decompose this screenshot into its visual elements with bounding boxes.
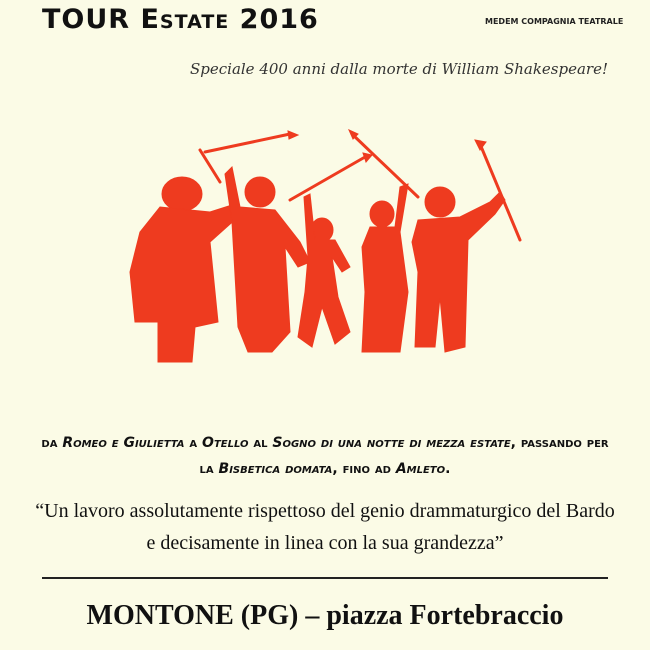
- divider: [42, 577, 608, 579]
- title-otello: Otello: [202, 435, 249, 451]
- shows-description: da Romeo e Giulietta a Otello al Sogno di una notte di mezza estate, passando per la Bisbetica domata, fino ad Amleto.: [41, 435, 609, 477]
- review-quote: “Un lavoro assolutamente rispettoso del genio drammaturgico del Bardo e decisamente in linea con la sua grandezza”: [35, 500, 615, 554]
- subtitle: Speciale 400 anni dalla morte di William Shakespeare!: [189, 60, 608, 78]
- tour-title: TOUR Estate 2016: [42, 4, 319, 35]
- company-name: MEDEM COMPAGNIA TEATRALE: [485, 17, 624, 26]
- title-romeo: Romeo e Giulietta: [62, 435, 185, 451]
- title-amleto: Amleto: [395, 461, 446, 477]
- title-bisbetica: Bisbetica domata: [218, 461, 333, 477]
- actors-silhouette-illustration: [100, 122, 540, 372]
- title-sogno: Sogno di una notte di mezza estate: [272, 435, 511, 451]
- event-location: MONTONE (PG) – piazza Fortebraccio: [86, 600, 564, 631]
